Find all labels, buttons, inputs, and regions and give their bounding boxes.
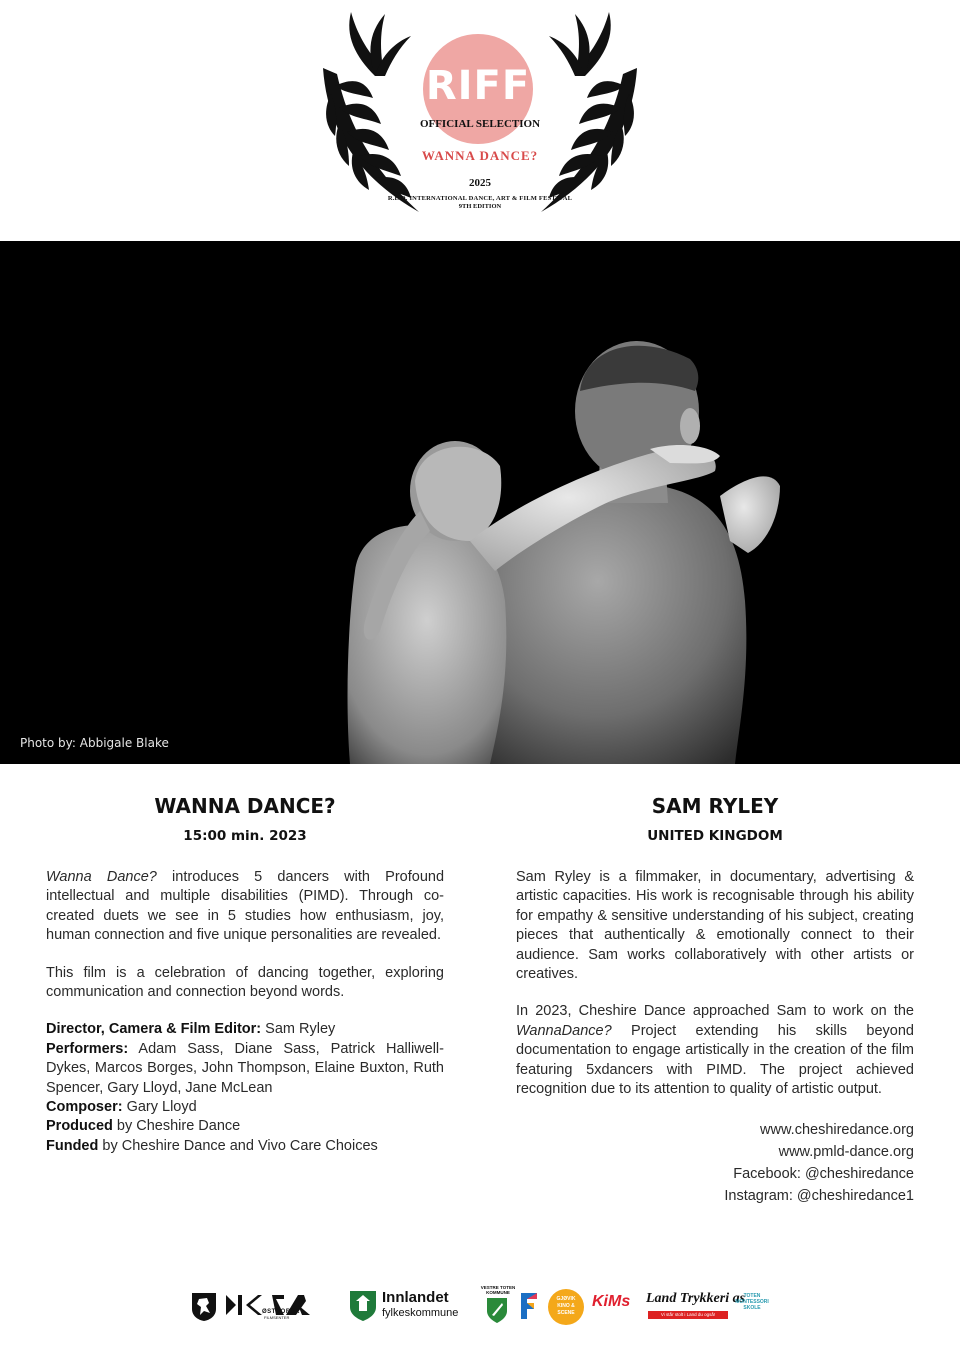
film-title: WANNA DANCE?	[154, 794, 336, 818]
kims-logo: KiMs	[592, 1293, 631, 1310]
director-info-column	[516, 790, 914, 1207]
toten-montessori-logo: TOTEN MONTESSORI SKOLE	[735, 1293, 769, 1311]
lion-crest-icon	[190, 1289, 218, 1321]
project-title-italic: WannaDance?	[516, 1022, 612, 1039]
official-selection-label: OFFICIAL SELECTION	[419, 118, 541, 130]
sponsor-logos	[188, 1283, 778, 1333]
synopsis-title-italic: Wanna Dance?	[46, 869, 157, 885]
film-still-photo	[0, 241, 960, 764]
ostnorsk-label: ØSTNORSK	[262, 1309, 301, 1315]
laurel-film-title: WANNA DANCE?	[421, 148, 539, 163]
director-project: In 2023, Cheshire Dance approached Sam to work on the WannaDance? Project extending his skills beyond documentation to engage artistically in the creation of the film featuring 5xdancers with PIMD. The project achieved recognition due to its attention to quality of artistic output.	[516, 1003, 914, 1098]
vestre-toten-label: VESTRE TOTEN KOMMUNE	[480, 1285, 516, 1295]
credit-funded: Funded by Cheshire Dance and Vivo Care Choices	[46, 1137, 378, 1154]
link-facebook[interactable]: Facebook: @cheshiredance	[733, 1166, 914, 1183]
film-info-column	[46, 790, 444, 1156]
credit-performers: Performers: Adam Sass, Diane Sass, Patrick Halliwell-Dykes, Marcos Borges, John Thompson, Elaine Buxton, Ruth Spencer, Gary Lloyd, Jane McLean	[46, 1040, 444, 1096]
photo-credit: Photo by: Abbigale Blake	[20, 736, 169, 750]
laurel-year: 2025	[469, 177, 491, 189]
innlandet-sub: fylkeskommune	[382, 1307, 459, 1319]
riff-logo-text: RIFF	[425, 63, 531, 109]
credit-produced: Produced by Cheshire Dance	[46, 1118, 241, 1135]
gjovik-kino-text: GJØVIK KINO & SCENE	[556, 1296, 576, 1316]
vestre-toten-shield-icon	[486, 1297, 508, 1323]
film-duration-year: 15:00 min. 2023	[183, 828, 307, 844]
credit-director: Director, Camera & Film Editor: Sam Ryley	[46, 1021, 336, 1038]
f-logo-icon	[518, 1291, 540, 1321]
festival-name: R.E.D. INTERNATIONAL DANCE, ART & FILM FESTIVAL	[387, 195, 573, 202]
ostnorsk-sub: FILMSENTER	[264, 1315, 290, 1320]
synopsis-text: introduces 5 dancers with Profound intellectual and multiple disabilities (PIMD). Through co-created duets we see in 5 studies how enthusiasm, joy, human connection and five unique personalities are revealed.	[46, 869, 445, 944]
land-trykkeri-slogan: Vi står stolt i Land du også!	[648, 1311, 728, 1319]
link-instagram[interactable]: Instagram: @cheshiredance1	[724, 1188, 914, 1205]
link-cheshiredance[interactable]: www.cheshiredance.org	[760, 1122, 914, 1139]
director-bio: Sam Ryley is a filmmaker, in documentary, advertising & artistic capacities. His work is recognisable through his ability for empathy & sensitive understanding of his subject, creating pieces that authentically & emotionally connect to their audience. Sam works collaboratively with other artists or creatives.	[516, 869, 914, 983]
director-name: SAM RYLEY	[651, 794, 779, 818]
credit-composer: Composer: Gary Lloyd	[46, 1099, 197, 1116]
festival-edition: 9TH EDITION	[458, 203, 502, 210]
dancers-photo-illustration	[0, 241, 960, 764]
film-synopsis	[46, 868, 444, 946]
film-description: This film is a celebration of dancing together, exploring communication and connection beyond words.	[46, 964, 444, 1001]
innlandet-name: Innlandet	[382, 1289, 449, 1306]
film-credits	[46, 1020, 444, 1156]
innlandet-shield-icon	[348, 1289, 378, 1321]
contact-links	[516, 1119, 914, 1207]
director-country: UNITED KINGDOM	[647, 828, 783, 844]
land-trykkeri-logo: Land Trykkeri as	[646, 1291, 746, 1306]
link-pmld-dance[interactable]: www.pmld-dance.org	[778, 1144, 914, 1161]
